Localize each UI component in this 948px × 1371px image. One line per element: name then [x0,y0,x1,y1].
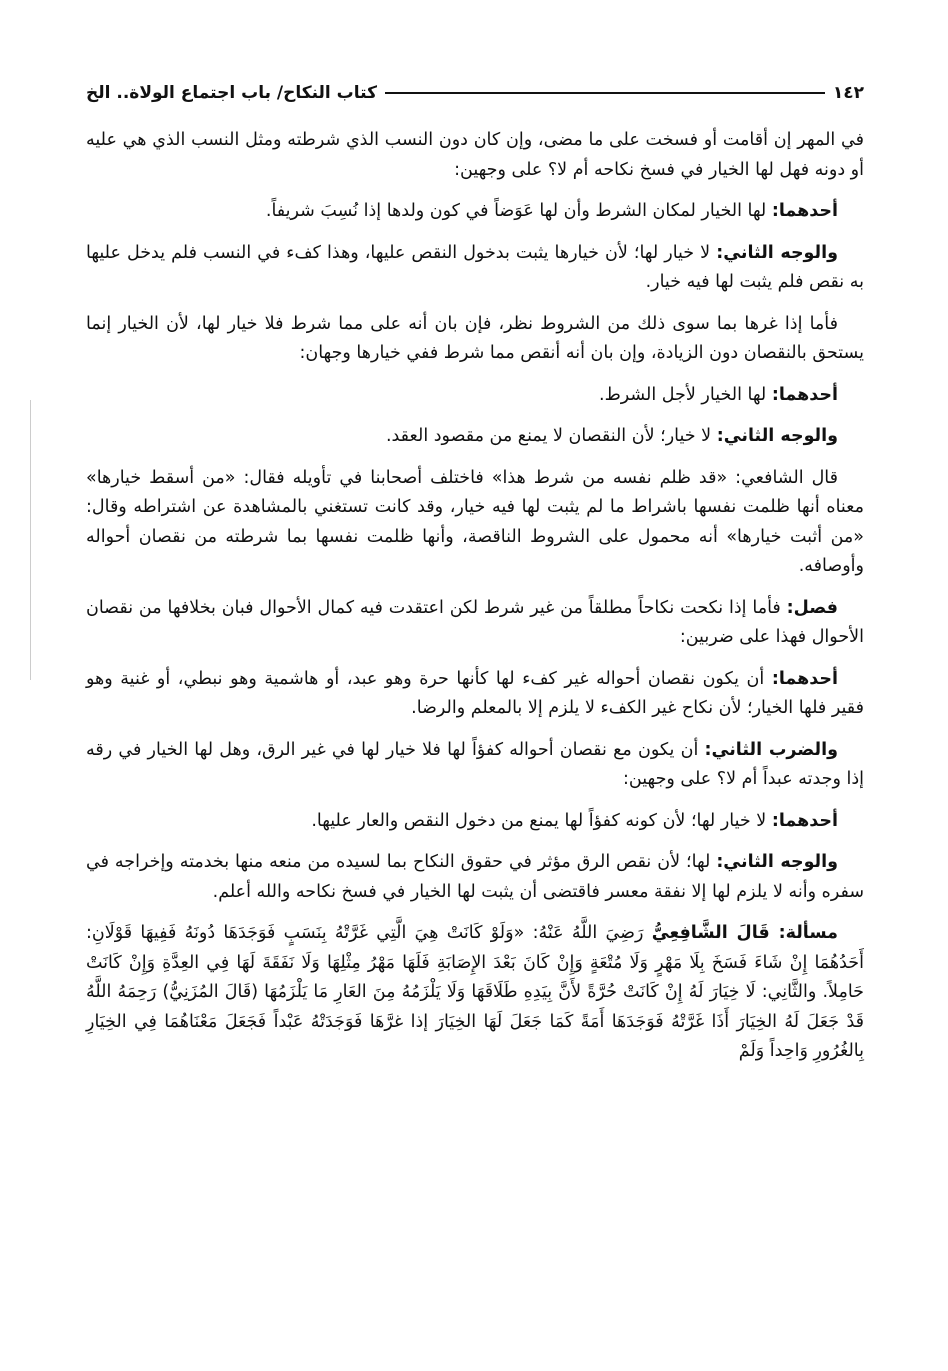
paragraph-label: أحدهما: [771,384,838,405]
paragraph [86,310,864,369]
paragraph [86,197,864,227]
paragraph [86,381,864,411]
paragraph-label: والوجه الثاني: [716,426,838,446]
paragraph-text: قال الشافعي: «قد ظلم نفسه من شرط هذا» فاختلف أصحابنا في تأويله فقال: «من أسقط خيارها» معناه أنها ظلمت نفسها باشراط ما لم يثبت لها فيه خيار، وقد كانت تستغني بالمشاهدة عن اشتراطه وقال: «من أثبت خيارها» أنه محمول على الشروط الناقصة، وأنها ظلمت نفسها بما شرطته من نقصان أحواله وأوصافه. [86,467,864,576]
page-number: ١٤٢ [832,83,864,103]
paragraph-text: لا خيار؛ لأن النقصان لا يمنع من مقصود العقد. [385,426,712,446]
paragraph-label: والوجه الثاني: [716,852,839,872]
paragraph [86,919,864,1067]
paragraph-text: رَضِيَ اللَّهُ عَنْهُ: «وَلَوْ كَانَتْ هِيَ الَّتِي غَرَّتْهُ بِنَسَبٍ فَوَجَدَهَا دُونَهُ فَفِيهَا قَوْلَانِ: أَحَدُهُمَا إِنْ شَاءَ فَسَخَ بِلَا مَهْرٍ وَلَا مُتْعَةٍ وَإِنْ كَانَ بَعْدَ الإِصَابَةِ فَلَهَا مَهْرُ مِثْلِهَا وَلَا نَفَقَةَ لَهَا فِي العِدَّةِ وَإِنْ كَانَتْ حَامِلاً. والثَّانِي: لَا خِيَارَ لَهُ إِنْ كَانَتْ حُرَّةً لأَنَّ بِيَدِهِ طَلَاقَهَا وَلَا يَلْزَمُهُ مِنَ العَارِ مَا يَلْزَمُهَا (قَالَ المُزَنِيُّ) رَحِمَهُ اللَّهُ قَدْ جَعَلَ لَهُ الخِيَارَ أَذَا غَرَّتْهُ فَوَجَدَهَا أَمَةً كَمَا جَعَلَ لَهَا الخِيَارَ إذا غرَّهَا فَوَجَدَتْهُ عَبْداً فَجَعَلَ مَعْنَاهُمَا فِي الخِيَارِ بِالغُرُورِ وَاحِداً وَلَمْ [86,923,864,1061]
paragraph [86,807,864,837]
paragraph-label: والضرب الثاني: [704,739,838,760]
paragraph-text: فأما إذا نكحت نكاحاً مطلقاً من غير شرط لكن اعتقدت فيه كمال الأحوال فبان بخلافها من نقصان الأحوال فهذا على ضربين: [86,597,864,647]
paragraph-text: لا خيار لها؛ لأن كونه كفؤاً لها يمنع من دخول النقص والعار عليها. [311,810,767,831]
paragraph [86,239,864,298]
paragraph-text: لها الخيار لمكان الشرط وأن لها عَوَضاً في كون ولدها إذا نُسِبَ شريفاً. [265,201,767,221]
paragraph [86,665,864,724]
paragraph [86,594,864,653]
paragraph-label: فصل: [786,597,838,618]
page-body [86,126,864,1067]
paragraph [86,126,864,185]
paragraph-text: فأما إذا غرها بما سوى ذلك من الشروط نظر، فإن بان أنه على مما شرط فلا خيار لها، لأن الخيار إنما يستحق بالنقصان دون الزيادة، وإن بان أنه أنقص مما شرط ففي خيارها وجهان: [86,313,864,363]
paragraph-text: في المهر إن أقامت أو فسخت على ما مضى، وإن كان دون النسب الذي شرطته ومثل النسب الذي هي عليه أو دونه فهل لها الخيار في فسخ نكاحه أم لا؟ على وجهين: [86,130,864,180]
paragraph-label: أحدهما: [771,201,838,221]
paragraph-label: أحدهما: [771,810,838,831]
paragraph-text: لها الخيار لأجل الشرط. [599,384,767,405]
book-page [86,78,864,1079]
paragraph-label: أحدهما: [771,668,838,689]
paragraph-text: لا خيار لها؛ لأن خيارها يثبت بدخول النقص عليها، وهذا كفء في النسب فلم يدخل عليها به نقص فلم يثبت لها فيه خيار. [86,242,864,292]
paragraph [86,736,864,795]
paragraph [86,848,864,907]
paragraph [86,464,864,582]
running-title: كتاب النكاح/ باب اجتماع الولاة.. الخ [86,83,377,103]
paragraph [86,422,864,452]
paragraph-text: لها؛ لأن نقص الرق مؤثر في حقوق النكاح بما لسيده من منعه منها بخدمته وإخراجه في سفره وأنه لا يلزم لها إلا نفقة معسر فاقتضى أن يثبت لها الخيار في فسخ نكاحه والله أعلم. [86,852,864,902]
paragraph-text: أن يكون نقصان أحواله غير كفء لها كأنها حرة وهو عبد، أو هاشمية وهو نبطي، أو غنية وهو فقير فلها الخيار؛ لأن نكاح غير الكفء لا يلزم إلا بالمعلم والرضا. [86,668,864,718]
paragraph-text: أن يكون مع نقصان أحواله كفؤاً لها فلا خيار لها في غير الرق، وهل لها الخيار في رقه إذا وجدته عبداً أم لا؟ على وجهين: [86,739,864,789]
scan-margin-line [30,400,31,680]
header-rule [385,92,825,94]
running-header [86,78,864,108]
paragraph-label: والوجه الثاني: [716,242,838,263]
paragraph-label: مسألة: قَالَ الشَّافِعِيُّ [651,923,838,943]
